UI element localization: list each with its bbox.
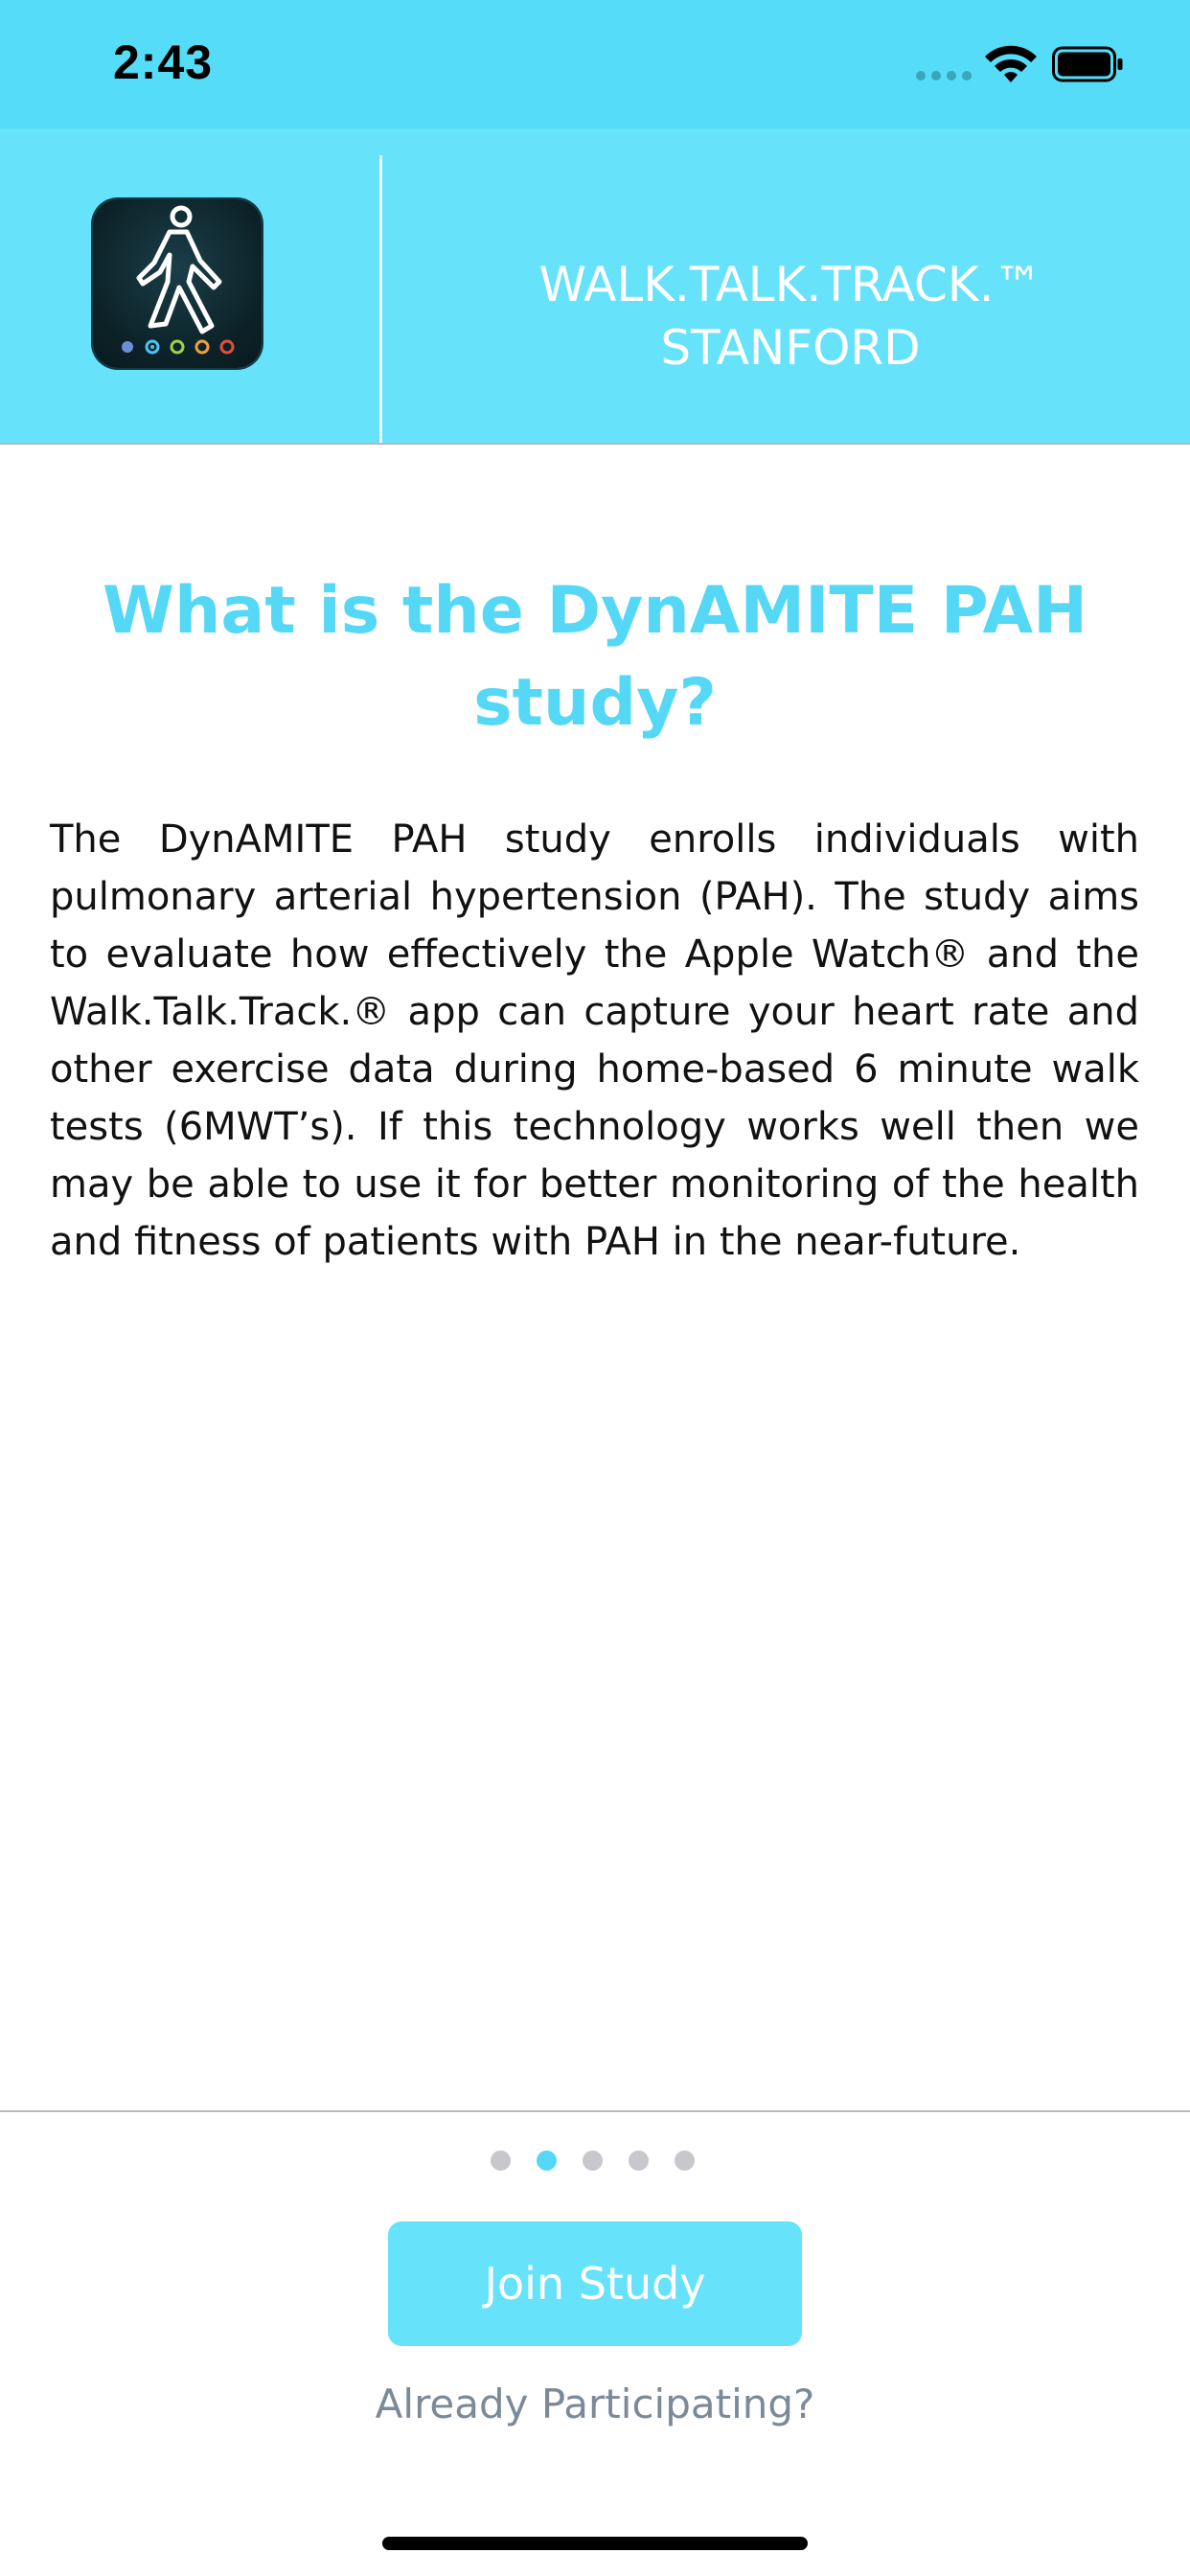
- footer-divider: [0, 2110, 1190, 2112]
- walking-person-icon: [93, 199, 262, 368]
- page-title: What is the DynAMITE PAH study?: [102, 573, 1088, 741]
- join-study-button[interactable]: Join Study: [388, 2221, 802, 2346]
- page-indicator[interactable]: [491, 2150, 695, 2171]
- wifi-icon: [983, 44, 1039, 84]
- app-header: [0, 128, 1190, 445]
- study-description: The DynAMITE PAH study enrolls individuals with pulmonary arterial hypertension (PAH). The study aims to evaluate how effectively the Apple Watch® and the Walk.Talk.Track.® app can capture your heart rate and other exercise data during home-based 6 minute walk tests (6MWT’s). If this technology works well then we may be able to use it for better monitoring of the health and fitness of patients with PAH in the near-future.: [50, 817, 1139, 1264]
- page-dot[interactable]: [675, 2150, 695, 2171]
- status-bar: [0, 0, 1190, 128]
- already-participating-link[interactable]: Already Participating?: [375, 2380, 815, 2427]
- brand-line-2: STANFORD: [660, 320, 921, 376]
- page-dot[interactable]: [583, 2150, 603, 2171]
- status-time: 2:43: [113, 35, 214, 89]
- page-dot[interactable]: [629, 2150, 649, 2171]
- page-dot[interactable]: [491, 2150, 511, 2171]
- battery-icon: [1052, 46, 1125, 82]
- home-indicator[interactable]: [382, 2537, 808, 2550]
- brand-line-1: WALK.TALK.TRACK.™: [538, 257, 1042, 312]
- brand-title: [441, 253, 1140, 380]
- page-dot-active[interactable]: [537, 2150, 557, 2171]
- signal-dots-icon: [916, 71, 972, 80]
- header-divider: [379, 155, 382, 443]
